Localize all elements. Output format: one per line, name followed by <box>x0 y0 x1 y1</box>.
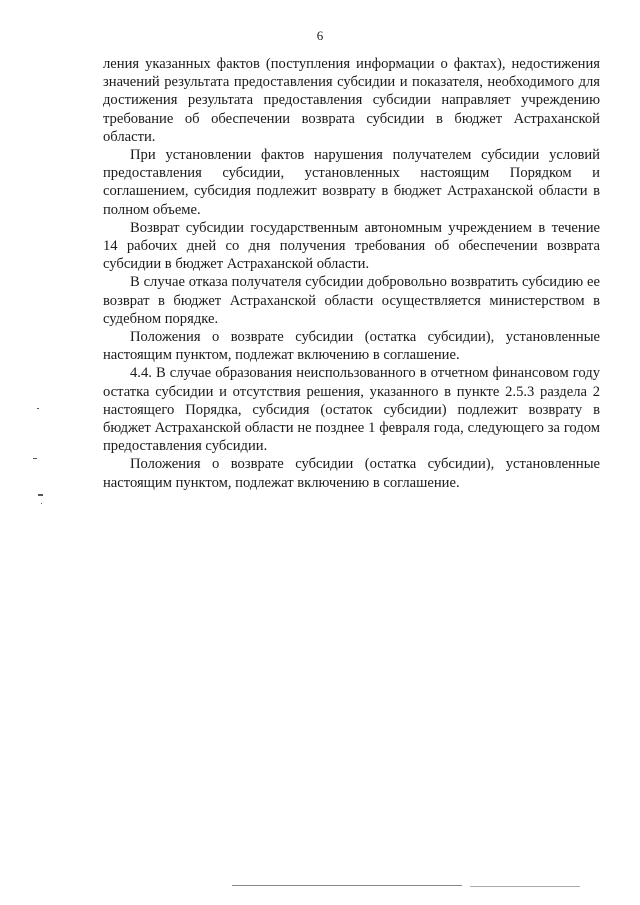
paragraph-agreement-inclusion-2: Положения о возврате субсидии (остатка субсидии), установленные настоящим пунктом, подлежат включению в соглашение. <box>103 456 600 491</box>
scan-bottom-edge <box>232 885 462 886</box>
scan-artifact-mark <box>33 458 37 459</box>
scan-artifact-mark <box>41 503 42 504</box>
paragraph-refusal-court: В случае отказа получателя субсидии добровольно возвратить субсидию ее возврат в бюджет Астраханской области осуществляется министерством в судебном порядке. <box>103 274 600 327</box>
paragraph-continuation: ления указанных фактов (поступления информации о фактах), недостижения значений результата предоставления субсидии и показателя, необходимого для достижения результата предоставления субсидии направляет учреждению требование об обеспечении возврата субсидии в бюджет Астраханской области. <box>103 56 600 145</box>
page-number: 6 <box>316 28 324 43</box>
paragraph-agreement-inclusion-1: Положения о возврате субсидии (остатка субсидии), установленные настоящим пунктом, подлежат включению в соглашение. <box>103 329 600 364</box>
scan-artifact-mark <box>37 408 39 409</box>
scan-artifact-mark <box>38 494 43 496</box>
paragraph-violation-return: При установлении фактов нарушения получателем субсидии условий предоставления субсидии, установленных настоящим Порядком и соглашением, субсидия подлежит возврату в бюджет Астраханской области в полном объеме. <box>103 147 600 218</box>
paragraph-return-deadline: Возврат субсидии государственным автономным учреждением в течение 14 рабочих дней со дня получения требования об обеспечении возврата субсидии в бюджет Астраханской области. <box>103 219 600 273</box>
scan-bottom-edge <box>470 886 580 887</box>
document-body <box>103 55 600 492</box>
paragraph-4-4-unused-balance: 4.4. В случае образования неиспользованного в отчетном финансовом году остатка субсидии и отсутствия решения, указанного в пункте 2.5.3 раздела 2 настоящего Порядка, субсидия (остаток субсидии) подлежит возврату в бюджет Астраханской области не позднее 1 февраля года, следующего за годом предоставления субсидии. <box>103 365 600 455</box>
